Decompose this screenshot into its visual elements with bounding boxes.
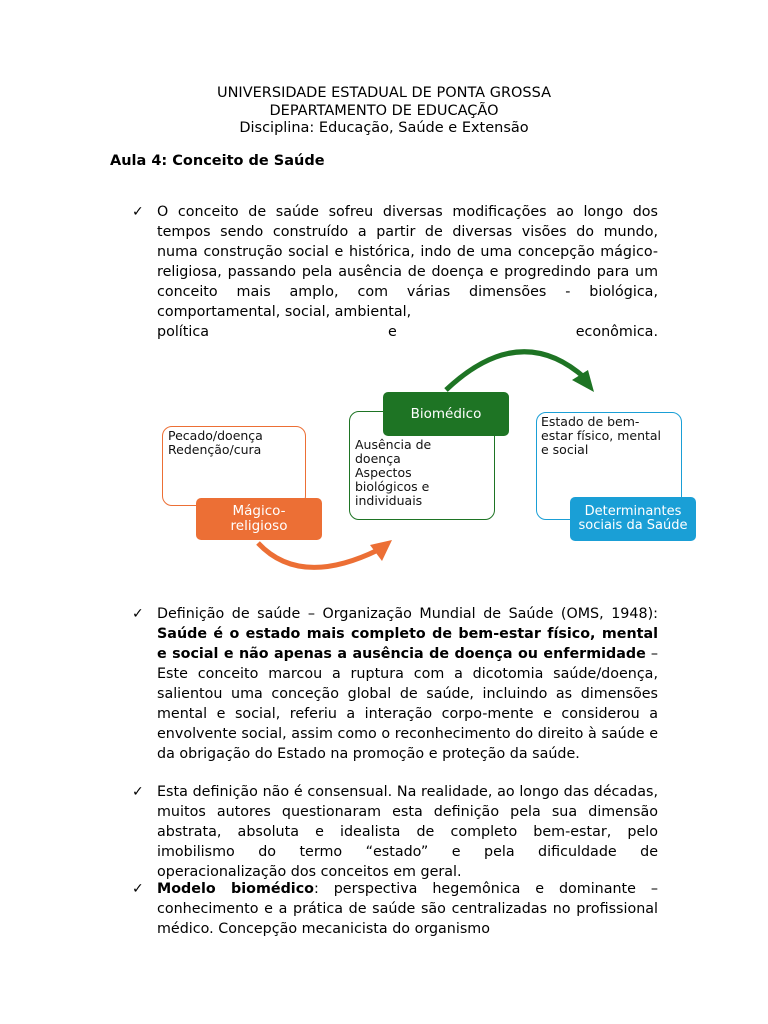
biomedico-text-line-1: Ausência de doença xyxy=(355,437,432,466)
magico-text-line-2: Redenção/cura xyxy=(168,442,262,457)
biomedico-label-box: Biomédico xyxy=(383,392,509,436)
oms-definition-bold: Saúde é o estado mais completo de bem-estar físico, mental e social e não apenas a ausência de doença ou enfermidade xyxy=(157,626,658,662)
bullet-text: Esta definição não é consensual. Na realidade, ao longo das décadas, muitos autores questionaram esta definição pela sua dimensão abstrata, absoluta e idealista de completo bem-estar, pelo imobilismo do termo “estado” e pela dificuldade de operacionalização dos conceitos em geral. xyxy=(157,784,658,880)
bullet-biomedical-model xyxy=(132,879,658,939)
bullet-text xyxy=(157,879,658,939)
oms-intro: Definição de saúde – Organização Mundial de Saúde (OMS, 1948): xyxy=(157,606,658,622)
determinantes-text: Estado de bem-estar físico, mental e social xyxy=(541,414,662,457)
bullet-text: O conceito de saúde sofreu diversas modificações ao longo dos tempos sendo construído a partir de diversas visões do mundo, numa construção social e histórica, indo de uma concepção mágico-religiosa, passando pela ausência de doença e progredindo para um conceito mais amplo, com várias dimensões - biológica, comportamental, social, ambiental, xyxy=(157,204,658,320)
bullet-not-consensual xyxy=(132,782,658,882)
biomedical-model-bold: Modelo biomédico xyxy=(157,881,315,897)
lesson-title: Aula 4: Conceito de Saúde xyxy=(110,153,325,169)
bullet-concept-history xyxy=(132,202,658,342)
oms-explanation: – Este conceito marcou a ruptura com a dicotomia saúde/doença, salientou uma conceção global de saúde, incluindo as dimensões mental e social, referiu a interação corpo-mente e considerou a envolvente social, assim como o reconhecimento do direito à saúde e da obrigação do Estado na promoção e proteção da saúde. xyxy=(157,646,658,762)
check-icon: ✓ xyxy=(132,606,144,622)
bullet-oms-definition xyxy=(132,604,658,764)
check-icon: ✓ xyxy=(132,881,144,897)
bullet-text xyxy=(157,604,658,764)
university-name: UNIVERSIDADE ESTADUAL DE PONTA GROSSA xyxy=(216,85,552,101)
arrow-biomedico-to-determinantes xyxy=(446,352,585,390)
department-name: DEPARTAMENTO DE EDUCAÇÃO xyxy=(269,102,499,119)
discipline-name: Disciplina: Educação, Saúde e Extensão xyxy=(239,120,529,136)
check-icon: ✓ xyxy=(132,204,144,220)
biomedico-text-line-2: Aspectos biológicos e individuais xyxy=(355,465,430,508)
check-icon: ✓ xyxy=(132,784,144,800)
magico-text-line-1: Pecado/doença xyxy=(168,428,263,443)
biomedical-model-text: : perspectiva hegemônica e dominante – conhecimento e a prática de saúde são centralizadas no profissional médico. Concepção mecanicista do organismo xyxy=(157,881,658,937)
bullet-text-last-line: política e econômica. xyxy=(157,324,658,340)
magico-label-box: Mágico-religioso xyxy=(196,498,322,540)
magico-text xyxy=(168,429,263,457)
health-models-diagram xyxy=(0,340,768,590)
arrow-magico-to-biomedico xyxy=(258,543,378,567)
arrow-head-green xyxy=(572,370,594,392)
biomedico-text xyxy=(355,438,455,508)
determinantes-label-box: Determinantes sociais da Saúde xyxy=(570,497,696,541)
document-header xyxy=(0,85,768,138)
